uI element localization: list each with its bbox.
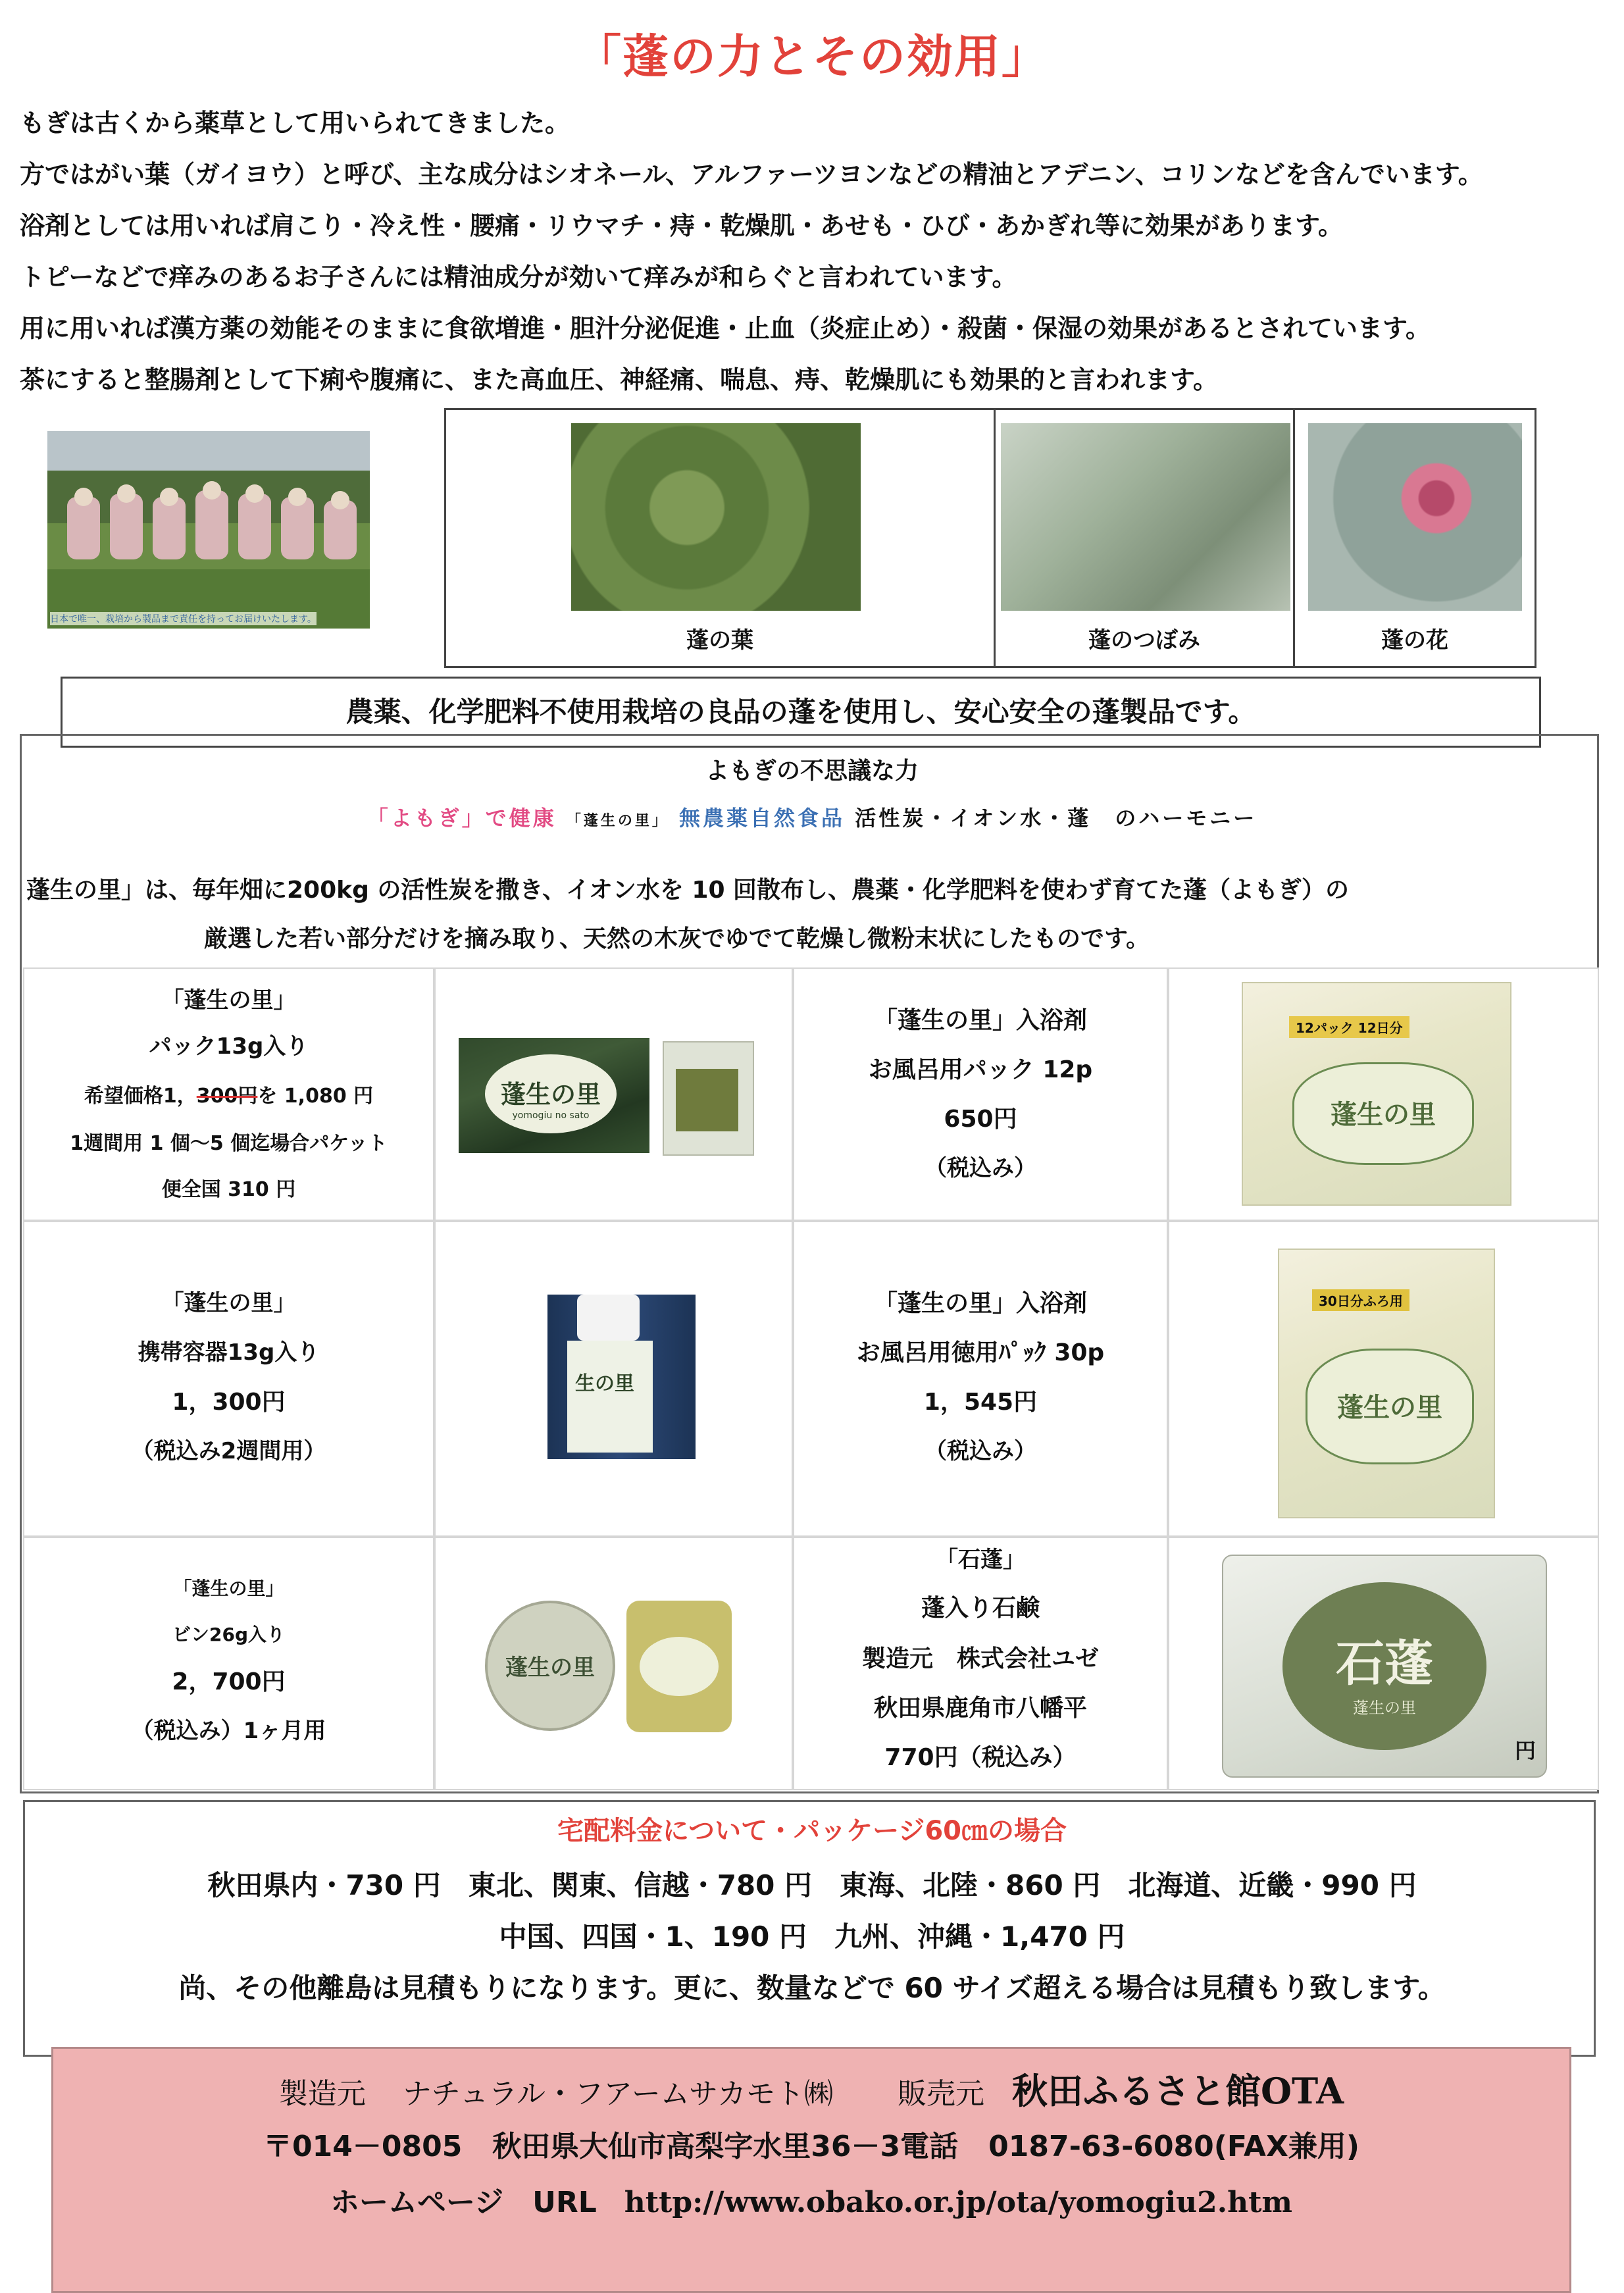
product-tax: （税込み） [925,1155,1036,1181]
jar-lid-title: 蓬生の里 [505,1655,595,1681]
bath-pack-title: 蓬生の里 [1337,1393,1442,1423]
product-text-cell [23,1537,434,1790]
slogan-organic: 無農薬自然食品 [679,806,846,831]
soap-title: 石蓬 [1336,1636,1433,1692]
product-size: お風呂用パック 12p [868,1056,1093,1083]
product-name: 「石蓬」 [936,1547,1025,1573]
pack-image [459,1038,649,1153]
herb-caption: 蓬の葉 [686,627,753,654]
product-size: ビン26g入り [172,1624,285,1645]
shipping-rates-line: 秋田県内・730 円 東北、関東、信越・780 円 東海、北陸・860 円 北海道、近畿・990 円 [207,1869,1417,1901]
product-image-cell [434,1221,793,1537]
product-name: 「蓬生の里」 [173,1578,284,1599]
footer-maker-line [51,2063,1571,2114]
intro-line: 用に用いれば漢方薬の効能そのままに食欲増進・胆汁分泌促進・止血（炎症止め）・殺菌・保湿の効果があるとされています。 [20,314,1431,343]
safety-banner: 農薬、化学肥料不使用栽培の良品の蓬を使用し、安心安全の蓬製品です。 [61,677,1541,748]
pack-roman: yomogiu no sato [512,1110,590,1121]
product-name: 「蓬生の里」入浴剤 [873,1007,1087,1034]
telephone: 0187-63-6080(FAX兼用) [988,2130,1359,2163]
product-price: 2，700円 [172,1668,286,1695]
product-note: 便全国 310 円 [161,1178,296,1201]
product-description [26,866,1599,964]
herb-caption: 蓬の花 [1381,627,1448,654]
intro-line: 茶にすると整腸剤として下痢や腹痛に、また高血圧、神経痛、喘息、痔、乾燥肌にも効果的と言われます。 [20,365,1218,394]
jar-lid-image [485,1601,615,1731]
product-tax: （税込み）1ヶ月用 [131,1718,326,1744]
homepage-url[interactable]: http://www.obako.or.jp/ota/yomogiu2.htm [624,2186,1292,2219]
photo-caption: 日本で唯一、栽培から製品まで責任を持ってお届けいたします。 [50,612,317,625]
product-price [24,1079,433,1108]
product-name: 「蓬生の里」 [161,1290,296,1316]
page-title: 「蓬の力とその効用」 [575,30,1049,84]
intro-line: 方ではがい葉（ガイヨウ）と呼び、主な成分はシオネール、アルファーツヨンなどの精油とアデニン、コリンなどを含んでいます。 [20,160,1483,189]
product-name: 「蓬生の里」 [161,987,296,1014]
product-price: 1，545円 [923,1389,1038,1416]
product-size: 携帯容器13g入り [138,1339,320,1366]
product-image-cell [434,1537,793,1790]
flower-image [1308,423,1522,611]
address: 秋田県大仙市高梨字水里36－3 [492,2130,901,2163]
seller-label: 販売元 [898,2077,984,2111]
product-text-cell [793,1537,1168,1790]
description-line: 蓬生の里」は、毎年畑に200kg の活性炭を撒き、イオン水を 10 回散布し、農薬・化学肥料を使わず育てた蓬（よもぎ）の [26,877,1350,904]
product-tax: （税込み2週間用） [131,1438,326,1464]
herb-leaf-cell [446,410,996,666]
product-maker: 製造元 株式会社ユゼ [861,1645,1099,1672]
herb-caption: 蓬のつぼみ [1088,627,1200,654]
bath-pack-12-image [1242,982,1511,1206]
price-suffix: を 1,080 円 [257,1085,374,1108]
shipping-rates-line: 中国、四国・1、190 円 九州、沖縄・1,470 円 [499,1920,1125,1953]
sachet-image [663,1041,754,1156]
slogan-health: 「よもぎ」で健康 [367,806,557,831]
product-size: お風呂用徳用ﾊﾟｯｸ 30p [856,1339,1105,1366]
product-price: 1，300円 [172,1389,286,1416]
slogan-harmony: 活性炭・イオン水・蓬 のハーモニー [855,806,1257,831]
bath-pack-badge: 12パック 12日分 [1289,1016,1409,1038]
intro-text [20,97,1599,405]
stray-yen: 円 [1515,1738,1536,1763]
tel-label: 電話 [900,2130,959,2163]
product-image-cell [1168,967,1599,1221]
seller-name: 秋田ふるさと館OTA [1011,2070,1344,2112]
product-size: パック13g入り [149,1033,309,1060]
shipping-title: 宅配料金について・パッケージ60㎝の場合 [557,1816,1067,1846]
intro-line: 浴剤としては用いれば肩こり・冷え性・腰痛・リウマチ・痔・乾燥肌・あせも・ひび・あかぎれ等に効果があります。 [20,211,1343,240]
price-struck: 300円 [196,1085,258,1108]
pack-title: 蓬生の里 [500,1080,601,1109]
product-price: 770円（税込み） [884,1744,1077,1771]
shipping-note: 尚、その他離島は見積もりになります。更に、数量などで 60 サイズ超える場合は見積もり致します。 [178,1972,1446,2004]
slogan-brand: 「蓬生の里」 [566,813,669,829]
jar-image [626,1601,732,1732]
maker-label: 製造元 [278,2077,366,2111]
soap-image [1222,1555,1547,1778]
product-tax: （税込み） [925,1438,1036,1464]
footer-url-line [51,2178,1571,2221]
intro-line: もぎは古くから薬草として用いられてきました。 [20,109,571,138]
herb-images-frame [444,408,1536,668]
farm-workers-photo [47,431,370,629]
bottle-label: 生の里 [575,1372,634,1395]
product-image-cell [434,967,793,1221]
bud-image [1001,423,1290,611]
intro-line: トピーなどで痒みのあるお子さんには精油成分が効いて痒みが和らぐと言われています。 [20,263,1017,292]
product-note: 1週間用 1 個～5 個迄場合パケット [70,1132,388,1155]
bath-pack-badge: 30日分ふろ用 [1312,1289,1409,1311]
herb-flower-cell [1295,410,1535,666]
product-size: 蓬入り石鹸 [921,1595,1040,1622]
description-line: 厳選した若い部分だけを摘み取り、天然の木灰でゆでて乾燥し微粉末状にしたものです。 [204,925,1150,952]
product-text-cell [23,967,434,1221]
soap-sub: 蓬生の里 [1353,1699,1416,1717]
product-image-cell [1168,1221,1599,1537]
product-image-cell [1168,1537,1599,1790]
product-text-cell [23,1221,434,1537]
product-price: 650円 [944,1106,1017,1133]
postal-code: 〒014－0805 [263,2130,463,2163]
product-name: 「蓬生の里」入浴剤 [873,1290,1087,1317]
maker-name: ナチュラル・フアームサカモト㈱ [402,2077,834,2111]
homepage-label: ホームページ URL [330,2186,597,2219]
herb-bud-cell [996,410,1295,666]
price-prefix: 希望価格1， [84,1085,197,1108]
leaf-image [571,423,861,611]
farm-workers-illustration [47,431,370,629]
footer-address-line [51,2123,1571,2165]
product-text-cell [793,1221,1168,1537]
bath-pack-30-image [1278,1249,1495,1518]
bath-pack-title: 蓬生の里 [1331,1100,1436,1130]
product-text-cell [793,967,1168,1221]
section-heading: よもぎの不思議な力 [705,758,919,785]
product-address: 秋田県鹿角市八幡平 [873,1695,1087,1722]
harmony-slogan [0,802,1624,832]
bottle-image [547,1295,696,1459]
